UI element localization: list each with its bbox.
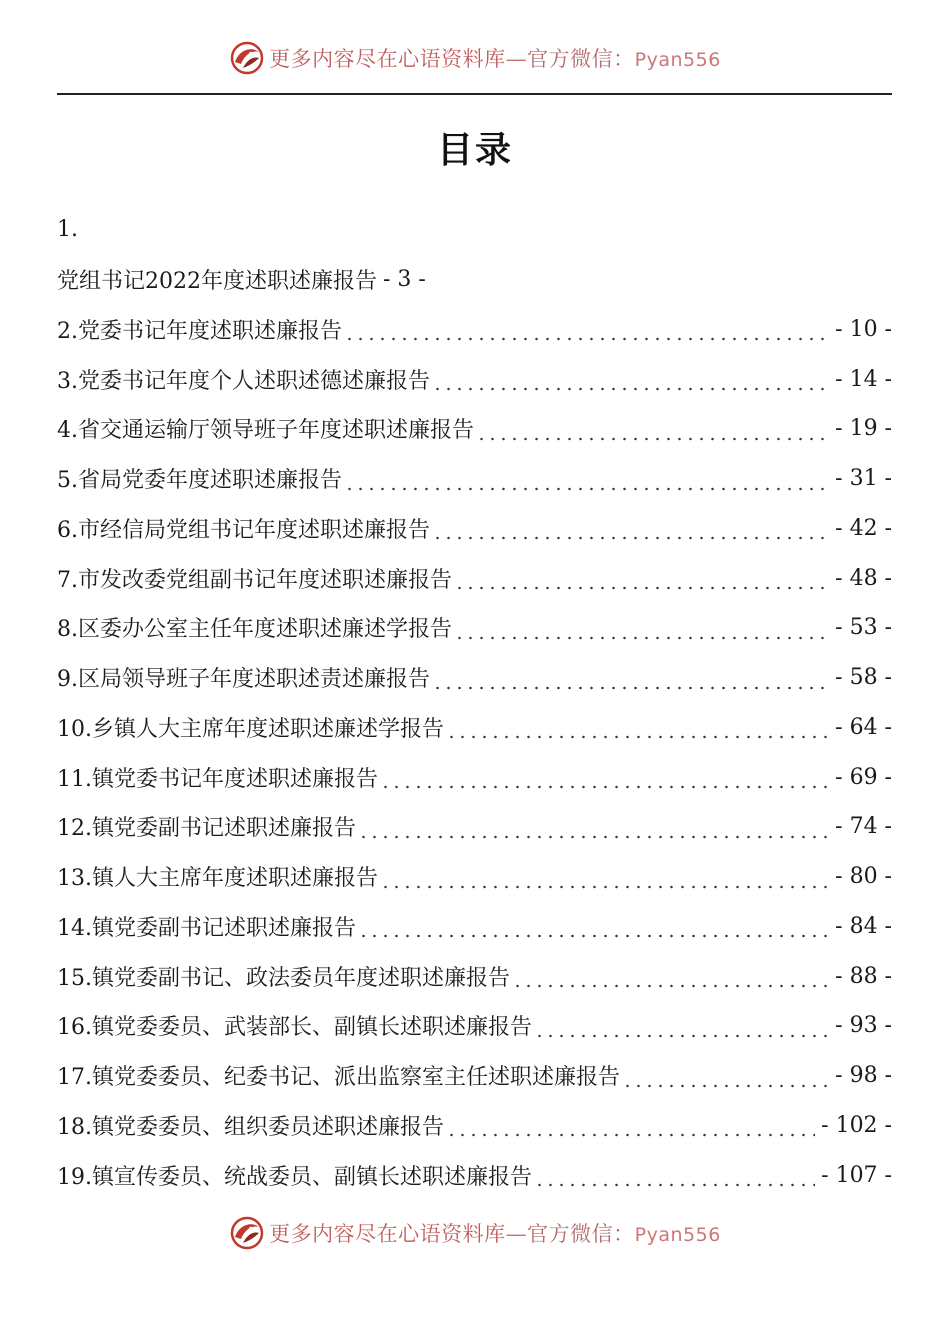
toc-item[interactable]	[57, 902, 892, 952]
toc-item[interactable]	[57, 802, 892, 852]
toc-item-page: - 74 -	[835, 814, 892, 840]
toc-item-page: - 53 -	[835, 615, 892, 641]
toc-item[interactable]	[57, 653, 892, 703]
footer-text	[269, 1218, 721, 1248]
toc-item-title: 2.党委书记年度述职述廉报告	[57, 318, 342, 344]
dot-leader	[344, 470, 829, 492]
toc-item-page: - 102 -	[821, 1112, 892, 1138]
toc-item[interactable]	[57, 951, 892, 1001]
toc-item-page: - 42 -	[835, 515, 892, 541]
toc-item-page: - 31 -	[835, 466, 892, 492]
brand-logo-icon	[229, 1215, 265, 1251]
toc-item-page: - 3 -	[383, 267, 426, 293]
toc-item[interactable]	[57, 553, 892, 603]
toc-item-page: - 19 -	[835, 416, 892, 442]
toc-item-page: - 93 -	[835, 1013, 892, 1039]
toc-item-title: 19.镇宣传委员、统战委员、副镇长述职述廉报告	[57, 1164, 532, 1190]
dot-leader	[534, 1017, 829, 1039]
toc-item-title: 18.镇党委委员、组织委员述职述廉报告	[57, 1114, 444, 1140]
toc-item[interactable]	[57, 1001, 892, 1051]
toc-item-1-number	[57, 205, 892, 255]
header-rule	[57, 93, 892, 95]
header-wechat-id: Pyan556	[634, 49, 721, 71]
toc-item-title: 9.区局领导班子年度述职述责述廉报告	[57, 667, 430, 693]
toc-item[interactable]	[57, 504, 892, 554]
toc-item[interactable]	[57, 354, 892, 404]
header-dash: —	[505, 47, 528, 71]
toc-item-page: - 10 -	[835, 316, 892, 342]
dot-leader	[432, 669, 829, 691]
toc-item-number: 1.	[57, 217, 78, 243]
toc-item-title: 党组书记2022年度述职述廉报告	[57, 269, 377, 295]
dot-leader	[432, 370, 829, 392]
toc-item-title: 11.镇党委书记年度述职述廉报告	[57, 766, 378, 792]
dot-leader	[622, 1067, 829, 1089]
toc-item-title: 6.市经信局党组书记年度述职述廉报告	[57, 517, 430, 543]
dot-leader	[454, 619, 829, 641]
toc-item[interactable]	[57, 404, 892, 454]
footer-wechat-id: Pyan556	[634, 1224, 721, 1246]
toc-item[interactable]	[57, 852, 892, 902]
toc-item-page: - 69 -	[835, 764, 892, 790]
toc-item-title: 12.镇党委副书记述职述廉报告	[57, 816, 356, 842]
toc-item[interactable]	[57, 752, 892, 802]
toc-item-page: - 58 -	[835, 665, 892, 691]
dot-leader	[358, 917, 829, 939]
page-title: 目录	[436, 129, 513, 171]
toc-item-page: - 88 -	[835, 963, 892, 989]
header-wechat-label: 官方微信：	[527, 47, 635, 71]
toc-item-page: - 80 -	[835, 864, 892, 890]
footer-dash: —	[505, 1222, 528, 1246]
header-text	[269, 43, 721, 73]
toc-item-title: 4.省交通运输厅领导班子年度述职述廉报告	[57, 418, 474, 444]
dot-leader	[454, 569, 829, 591]
toc-item-title: 3.党委书记年度个人述职述德述廉报告	[57, 368, 430, 394]
dot-leader	[512, 967, 829, 989]
toc-item[interactable]	[57, 1150, 892, 1200]
toc-item-page: - 98 -	[835, 1063, 892, 1089]
footer-wechat-label: 官方微信：	[527, 1222, 635, 1246]
toc-item-title: 7.市发改委党组副书记年度述职述廉报告	[57, 567, 452, 593]
toc-item-title: 14.镇党委副书记述职述廉报告	[57, 915, 356, 941]
toc-item-title: 15.镇党委副书记、政法委员年度述职述廉报告	[57, 965, 510, 991]
dot-leader	[380, 868, 829, 890]
dot-leader	[380, 768, 829, 790]
dot-leader	[432, 519, 829, 541]
footer-banner	[0, 1213, 950, 1253]
dot-leader	[446, 1116, 815, 1138]
toc-item[interactable]	[57, 305, 892, 355]
toc-item[interactable]	[57, 703, 892, 753]
table-of-contents	[57, 205, 892, 1200]
toc-item-title: 16.镇党委委员、武装部长、副镇长述职述廉报告	[57, 1015, 532, 1041]
toc-item-title: 8.区委办公室主任年度述职述廉述学报告	[57, 617, 452, 643]
toc-item-title: 10.乡镇人大主席年度述职述廉述学报告	[57, 716, 444, 742]
dot-leader	[446, 718, 829, 740]
toc-item-page: - 14 -	[835, 366, 892, 392]
toc-item-title: 13.镇人大主席年度述职述廉报告	[57, 866, 378, 892]
toc-item[interactable]	[57, 1051, 892, 1101]
dot-leader	[358, 818, 829, 840]
header-site-text: 更多内容尽在心语资料库	[269, 47, 506, 71]
dot-leader	[344, 320, 829, 342]
toc-item-title: 17.镇党委委员、纪委书记、派出监察室主任述职述廉报告	[57, 1065, 620, 1091]
toc-item-page: - 84 -	[835, 913, 892, 939]
toc-item-page: - 107 -	[821, 1162, 892, 1188]
toc-item-page: - 48 -	[835, 565, 892, 591]
toc-item[interactable]	[57, 454, 892, 504]
header-banner	[0, 38, 950, 78]
toc-item[interactable]	[57, 1101, 892, 1151]
toc-item-1[interactable]	[57, 255, 892, 305]
footer-site-text: 更多内容尽在心语资料库	[269, 1222, 506, 1246]
toc-item-title: 5.省局党委年度述职述廉报告	[57, 468, 342, 494]
toc-item[interactable]	[57, 603, 892, 653]
dot-leader	[534, 1166, 815, 1188]
brand-logo-icon	[229, 40, 265, 76]
dot-leader	[476, 420, 829, 442]
toc-item-page: - 64 -	[835, 714, 892, 740]
